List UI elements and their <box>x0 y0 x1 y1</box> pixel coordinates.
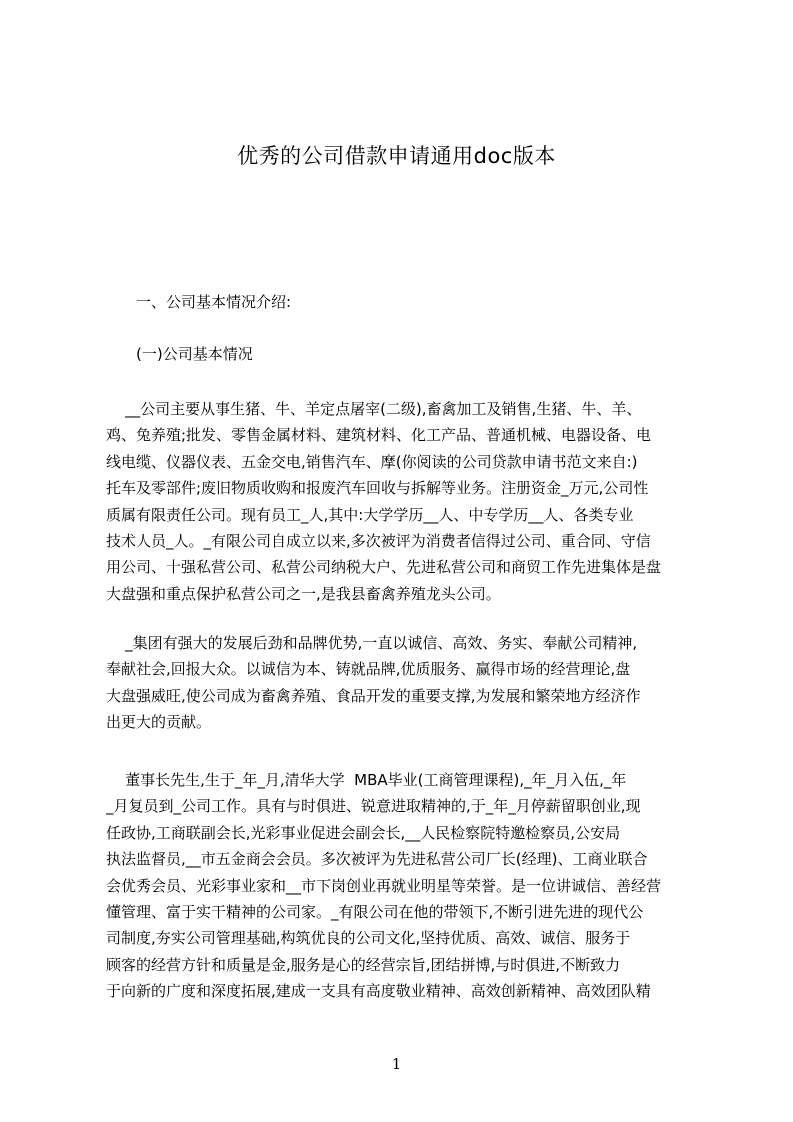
paragraph-line: 用公司、十强私营公司、私营公司纳税大户、先进私营公司和商贸工作先进集体是盘 <box>106 558 662 577</box>
paragraph-line: 奉献社会,回报大众。以诚信为本、铸就品牌,优质服务、赢得市场的经营理论,盘 <box>106 660 631 679</box>
section-heading: 一、公司基本情况介绍: <box>136 293 292 311</box>
paragraph-chairman <box>106 767 710 1005</box>
subsection-heading: (一)公司基本情况 <box>136 345 253 363</box>
paragraph-line: _集团有强大的发展后劲和品牌优势,一直以诚信、高效、务实、奉献公司精神, <box>106 634 638 652</box>
paragraph-line: 鸡、兔养殖;批发、零售金属材料、建筑材料、化工产品、普通机械、电器设备、电 <box>106 426 652 445</box>
paragraph-line: 出更大的贡献。 <box>106 713 212 732</box>
paragraph-line: 技术人员_人。_有限公司自成立以来,多次被评为消费者信得过公司、重合同、守信 <box>106 532 651 551</box>
page-number: 1 <box>391 1055 402 1073</box>
paragraph-line: 司制度,夯实公司管理基础,构筑优良的公司文化,坚持优质、高效、诚信、服务于 <box>106 929 631 948</box>
paragraph-line: 大盘强和重点保护私营公司之一,是我县畜禽养殖龙头公司。 <box>106 584 501 603</box>
paragraph-company-business <box>106 396 710 607</box>
paragraph-line: 顾客的经营方针和质量是金,服务是心的经营宗旨,团结拼博,与时俱进,不断致力 <box>106 955 621 974</box>
paragraph-line: _月复员到_公司工作。具有与时俱进、锐意进取精神的,于_年_月停薪留职创业,现 <box>106 797 641 816</box>
paragraph-group-advantage <box>106 630 710 736</box>
paragraph-line: 执法监督员,__市五金商会会员。多次被评为先进私营公司厂长(经理)、工商业联合 <box>106 850 648 869</box>
paragraph-line: 会优秀会员、光彩事业家和__市下岗创业再就业明星等荣誉。是一位讲诚信、善经营 <box>106 876 662 895</box>
paragraph-line: 大盘强威旺,使公司成为畜禽养殖、食品开发的重要支撑,为发展和繁荣地方经济作 <box>106 686 641 705</box>
paragraph-line: 于向新的广度和深度拓展,建成一支具有高度敬业精神、高效创新精神、高效团队精 <box>106 982 651 1001</box>
paragraph-line: __公司主要从事生猪、牛、羊定点屠宰(二级),畜禽加工及销售,生猪、牛、羊、 <box>106 400 642 418</box>
paragraph-line: 懂管理、富于实干精神的公司家。_有限公司在他的带领下,不断引进先进的现代公 <box>106 903 644 922</box>
document-title: 优秀的公司借款申请通用doc版本 <box>237 144 556 168</box>
paragraph-line: 托车及零部件;废旧物质收购和报废汽车回收与拆解等业务。注册资金_万元,公司性 <box>106 479 649 498</box>
paragraph-line: 董事长先生,生于_年_月,清华大学 MBA毕业(工商管理课程),_年_月入伍,_年 <box>106 771 627 789</box>
paragraph-line: 质属有限责任公司。现有员工_人,其中:大学学历__人、中专学历__人、各类专业 <box>106 505 634 524</box>
paragraph-line: 线电缆、仪器仪表、五金交电,销售汽车、摩(你阅读的公司贷款申请书范文来自:) <box>106 452 638 471</box>
paragraph-line: 任政协,工商联副会长,光彩事业促进会副会长,__人民检察院特邀检察员,公安局 <box>106 823 621 842</box>
